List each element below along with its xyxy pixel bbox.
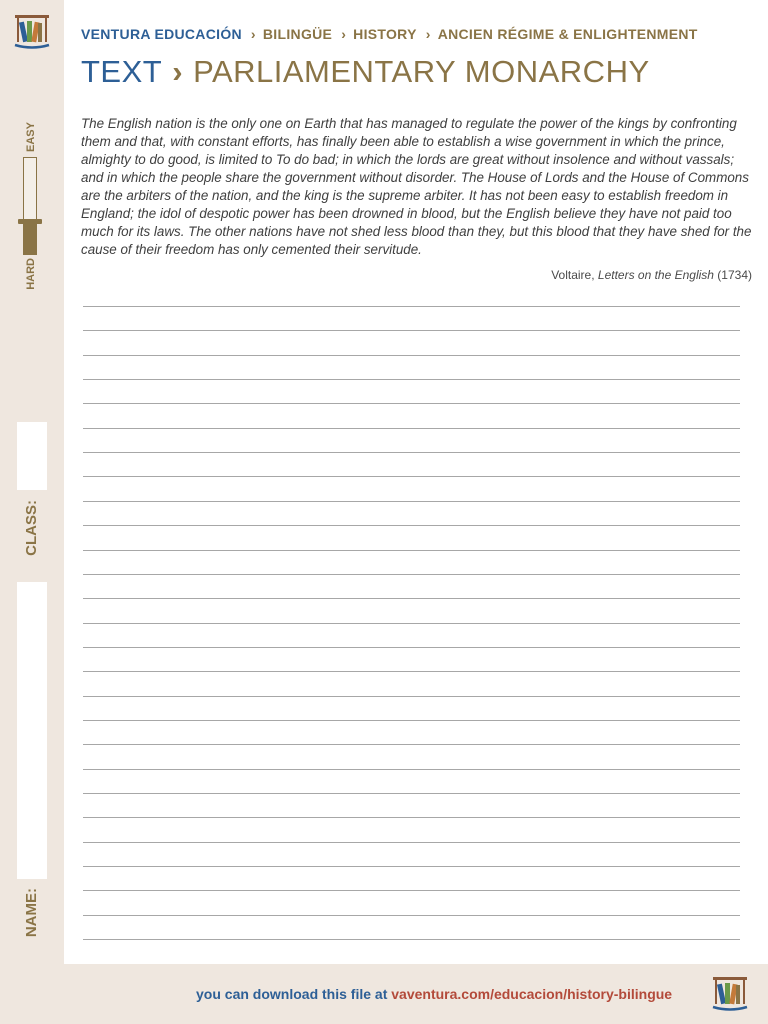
difficulty-fill <box>24 222 36 254</box>
writing-line[interactable] <box>83 793 740 794</box>
breadcrumb-separator: › <box>250 26 256 42</box>
writing-line[interactable] <box>83 671 740 672</box>
name-label: NAME: <box>23 888 40 938</box>
writing-line[interactable] <box>83 939 740 940</box>
writing-line[interactable] <box>83 574 740 575</box>
download-note <box>196 986 672 1002</box>
breadcrumb-item-topic[interactable]: ANCIEN RÉGIME & ENLIGHTENMENT <box>437 26 698 42</box>
ventura-logo-icon <box>710 974 750 1014</box>
writing-line[interactable] <box>83 501 740 502</box>
writing-lines[interactable] <box>83 290 740 950</box>
breadcrumb-brand[interactable]: VENTURA EDUCACIÓN <box>81 26 242 42</box>
writing-line[interactable] <box>83 550 740 551</box>
breadcrumb-item-history[interactable]: HISTORY <box>353 26 417 42</box>
difficulty-handle <box>18 219 42 224</box>
difficulty-easy-label: EASY <box>25 122 37 152</box>
breadcrumb <box>81 26 698 42</box>
writing-line[interactable] <box>83 476 740 477</box>
breadcrumb-item-bilingue[interactable]: BILINGÜE <box>262 26 333 42</box>
download-note-prefix: you can download this file at <box>196 986 392 1002</box>
writing-line[interactable] <box>83 866 740 867</box>
writing-line[interactable] <box>83 306 740 307</box>
writing-line[interactable] <box>83 720 740 721</box>
citation-year: (1734) <box>713 268 752 282</box>
title-prefix: TEXT <box>81 54 163 89</box>
writing-line[interactable] <box>83 769 740 770</box>
writing-line[interactable] <box>83 598 740 599</box>
writing-line[interactable] <box>83 744 740 745</box>
quote-citation <box>551 268 752 282</box>
download-link[interactable]: vaventura.com/educacion/history-bilingue <box>391 986 673 1002</box>
writing-line[interactable] <box>83 696 740 697</box>
title-separator: › <box>172 54 184 89</box>
writing-line[interactable] <box>83 842 740 843</box>
difficulty-hard-label: HARD <box>25 258 37 290</box>
writing-line[interactable] <box>83 647 740 648</box>
citation-work: Letters on the English <box>597 268 714 282</box>
quote-text: The English nation is the only one on Earth that has managed to regulate the power of the kings by confronting them and that, with constant efforts, has finally been able to establish a wise government in which the prince, almighty to do good, is limited to To do bad; in which the lords are great without insolence and without vassals; and in which the people share the government without disorder. The House of Lords and the House of Commons are the arbiters of the nation, and the king is the supreme arbiter. It has not been easy to establish freedom in England; the idol of despotic power has been drowned in blood, but the English believe they have not paid too much for its laws. The other nations have not shed less blood than they, but this blood that they have shed for the cause of their freedom has only cemented their servitude. <box>81 116 752 257</box>
page-title <box>81 54 650 90</box>
writing-line[interactable] <box>83 525 740 526</box>
writing-line[interactable] <box>83 403 740 404</box>
ventura-logo-icon <box>12 12 52 52</box>
class-label: CLASS: <box>23 500 40 556</box>
title-main: PARLIAMENTARY MONARCHY <box>193 54 650 89</box>
writing-line[interactable] <box>83 330 740 331</box>
writing-line[interactable] <box>83 452 740 453</box>
writing-line[interactable] <box>83 817 740 818</box>
writing-line[interactable] <box>83 890 740 891</box>
writing-line[interactable] <box>83 379 740 380</box>
name-field[interactable] <box>17 582 47 879</box>
writing-line[interactable] <box>83 355 740 356</box>
citation-author: Voltaire, <box>551 268 598 282</box>
breadcrumb-separator: › <box>341 26 347 42</box>
writing-line[interactable] <box>83 623 740 624</box>
writing-line[interactable] <box>83 915 740 916</box>
class-field[interactable] <box>17 422 47 490</box>
difficulty-slider <box>23 157 37 255</box>
breadcrumb-separator: › <box>425 26 431 42</box>
writing-line[interactable] <box>83 428 740 429</box>
